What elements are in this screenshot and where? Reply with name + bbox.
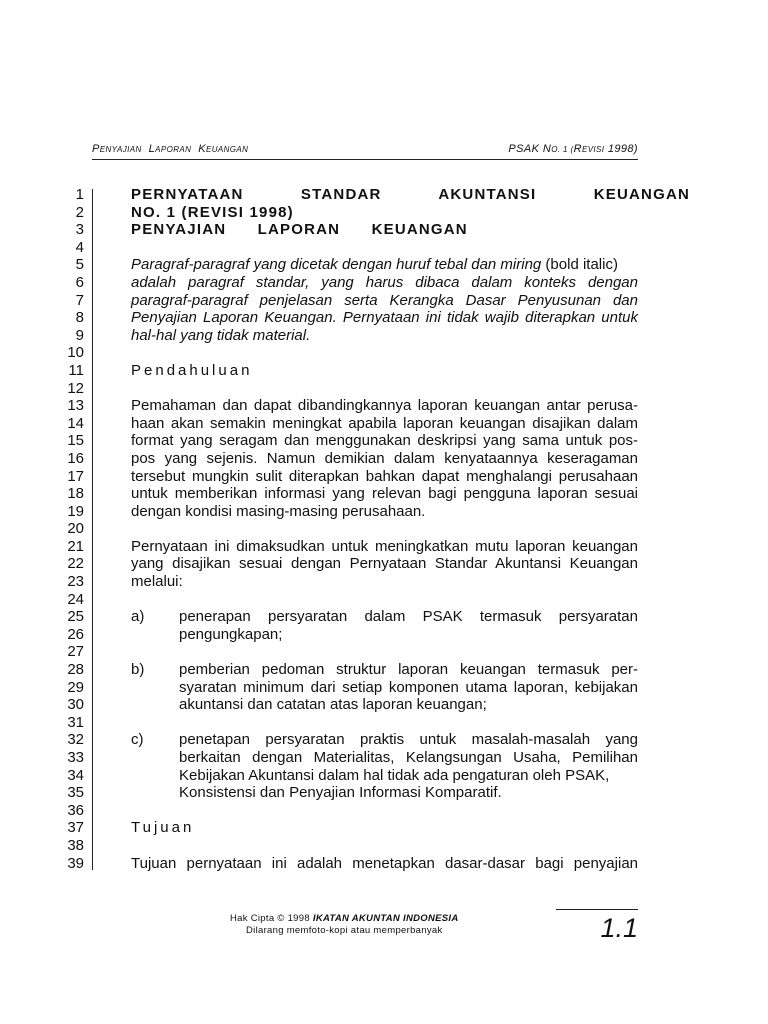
list-marker: a)	[131, 608, 145, 626]
paragraph-line: haan akan semakin meningkat apabila laporan keuangan disajikan dalam	[131, 414, 638, 432]
header-left-word-1: PENYAJIAN	[92, 143, 142, 155]
section-heading-pendahuluan: Pendahuluan	[131, 361, 253, 379]
line-number: 24	[67, 590, 84, 608]
line-number: 25	[67, 608, 84, 626]
line-number: 4	[75, 238, 84, 256]
line-number: 2	[75, 203, 84, 221]
paragraph-line: dengan kondisi masing-masing perusahaan.	[131, 502, 426, 520]
line-number: 11	[68, 361, 84, 379]
list-item-line: penetapan persyaratan praktis untuk masalah-masalah yang	[179, 731, 638, 749]
header-left-word-3: KEUANGAN	[198, 143, 249, 155]
line-number: 17	[67, 467, 84, 485]
line-number: 5	[75, 256, 84, 274]
line-number: 9	[75, 326, 84, 344]
paragraph-line: Pernyataan ini dimaksudkan untuk meningkatkan mutu laporan keuangan	[131, 537, 638, 555]
line-number: 38	[67, 836, 84, 854]
page-number-rule	[556, 909, 638, 910]
line-number: 6	[75, 273, 84, 291]
list-item-line: syaratan minimum dari setiap komponen utama laporan, kebijakan	[179, 678, 638, 696]
header-rule	[92, 159, 638, 160]
intro-paragraph	[131, 256, 638, 344]
intro-line: hal-hal yang tidak material.	[131, 326, 311, 344]
paragraph-1	[131, 397, 638, 520]
line-number: 20	[67, 520, 84, 538]
paragraph-line: untuk memberikan informasi yang relevan bagi pengguna laporan sesuai	[131, 485, 638, 503]
running-header-left	[92, 143, 248, 155]
publisher-name: IKATAN AKUNTAN INDONESIA	[312, 913, 459, 924]
line-number: 8	[75, 309, 84, 327]
list-item-c	[131, 731, 638, 801]
paragraph-line: pos yang sejenis. Namun demikian dalam kenyataannya keseragaman	[131, 449, 638, 467]
paragraph-line: format yang seragam dan menggunakan deskripsi yang sama untuk pos-	[131, 432, 638, 450]
line-number: 10	[67, 344, 84, 362]
intro-line: adalah paragraf standar, yang harus dibaca dalam konteks dengan	[131, 273, 638, 291]
line-number: 14	[67, 414, 84, 432]
line-number: 3	[75, 221, 84, 239]
line-number: 32	[67, 731, 84, 749]
line-number: 18	[67, 485, 84, 503]
line-number: 33	[67, 749, 84, 766]
paragraph-line: Pemahaman dan dapat dibandingkannya laporan keuangan antar perusa-	[131, 397, 638, 415]
title-line-1: PERNYATAAN STANDAR AKUNTANSI KEUANGAN	[131, 186, 691, 203]
line-number: 21	[67, 537, 84, 555]
change-bar	[92, 189, 93, 870]
paragraph-3-line: Tujuan pernyataan ini adalah menetapkan dasar-dasar bagi penyajian	[131, 854, 638, 872]
list-item-line: pengungkapan;	[179, 625, 283, 643]
line-number: 31	[67, 713, 84, 731]
copyright-text: Hak Cipta © 1998	[230, 913, 313, 924]
list-item-b	[131, 661, 638, 714]
intro-bold-italic-note: (bold italic)	[541, 256, 618, 274]
title-line-3: PENYAJIAN LAPORAN KEUANGAN	[131, 221, 468, 239]
line-number: 36	[67, 801, 84, 819]
page-number: 1.1	[600, 913, 638, 943]
line-number: 35	[67, 784, 84, 802]
intro-line: Penyajian Laporan Keuangan. Pernyataan ini tidak wajib diterapkan untuk	[131, 309, 638, 327]
footer-copyright	[230, 913, 459, 937]
line-number: 29	[67, 678, 84, 696]
paragraph-line: melalui:	[131, 573, 183, 591]
line-number: 19	[67, 502, 84, 520]
line-number: 13	[67, 397, 84, 415]
list-item-line: berkaitan dengan Materialitas, Kelangsungan Usaha, Pemilihan	[179, 749, 638, 766]
intro-line: paragraf-paragraf penjelasan serta Kerangka Dasar Penyusunan dan	[131, 291, 638, 309]
running-header-right: PSAK NO. 1 (REVISI 1998)	[508, 143, 638, 155]
paragraph-2	[131, 538, 638, 591]
line-number: 37	[67, 819, 84, 837]
line-number: 30	[67, 696, 84, 714]
list-item-a	[131, 608, 638, 643]
section-heading-tujuan: Tujuan	[131, 819, 195, 837]
line-number: 16	[67, 449, 84, 467]
list-marker: c)	[131, 731, 144, 749]
line-number: 26	[67, 625, 84, 643]
list-item-line: akuntansi dan catatan atas laporan keuangan;	[179, 696, 487, 714]
line-number: 34	[67, 766, 84, 784]
line-number: 23	[67, 573, 84, 591]
list-item-line: pemberian pedoman struktur laporan keuangan termasuk per-	[179, 661, 638, 679]
copy-notice: Dilarang memfoto-kopi atau memperbanyak	[246, 925, 443, 936]
line-number: 15	[67, 432, 84, 450]
list-item-line: penerapan persyaratan dalam PSAK termasuk persyaratan	[179, 608, 638, 626]
line-number: 27	[67, 643, 84, 661]
intro-italic-text: Paragraf-paragraf yang dicetak dengan huruf tebal dan miring	[131, 256, 542, 274]
line-number: 1	[75, 186, 84, 203]
line-number-column	[60, 186, 84, 872]
list-item-line: Konsistensi dan Penyajian Informasi Komparatif.	[179, 784, 502, 802]
header-left-word-2: LAPORAN	[148, 143, 192, 155]
line-number: 28	[67, 661, 84, 679]
list-marker: b)	[131, 661, 145, 679]
paragraph-line: yang disajikan sesuai dengan Pernyataan Standar Akuntansi Keuangan	[131, 555, 638, 573]
title-line-2: NO. 1 (REVISI 1998)	[131, 203, 294, 221]
list-item-line: Kebijakan Akuntansi dalam hal tidak ada pengaturan oleh PSAK,	[179, 766, 610, 784]
line-number: 12	[67, 379, 84, 397]
paragraph-line: tersebut mungkin sulit diterapkan bahkan dapat menghalangi perusahaan	[131, 467, 638, 485]
line-number: 39	[67, 854, 84, 872]
document-body	[131, 186, 691, 872]
line-number: 7	[75, 291, 84, 309]
line-number: 22	[67, 555, 84, 573]
